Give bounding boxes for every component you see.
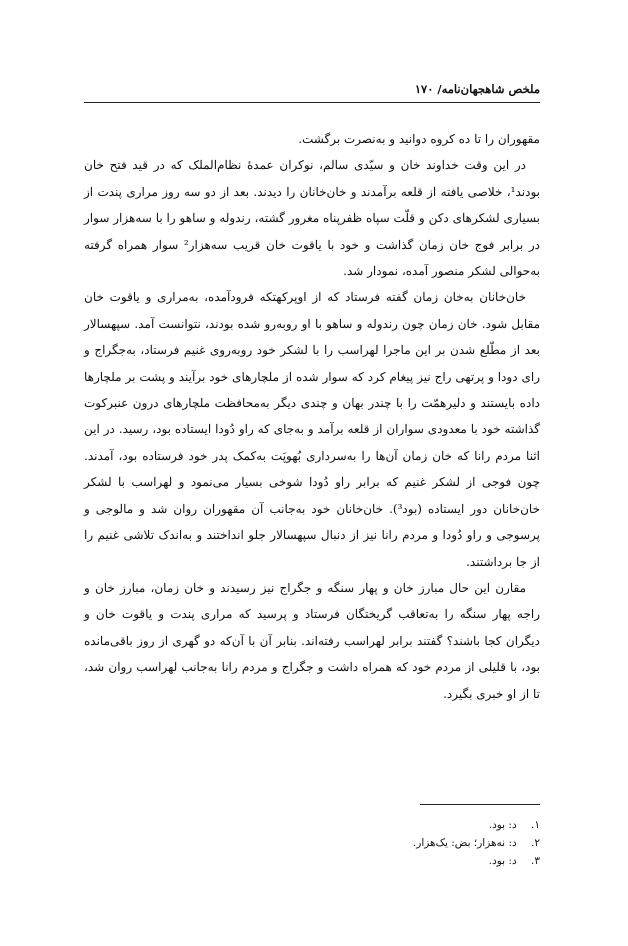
main-text [84,126,540,707]
footnote [300,816,540,834]
paragraph: خان‌خانان به‌خان زمان گفته فرستاد که از اوپرکهتکه فرودآمده، به‌مراری و یاقوت خان مقابل شود. خان زمان چون رندوله و ساهو با او روبه‌رو شده بودند، نتوانست آمد. سپهسالار بعد از مطّلع شدن بر این ماجرا لهراسب را با لشکر خود روبه‌روی غنیم فرستاد، به‌جگراج و رای دودا و پرتهی راج نیز پیغام کرد که سوار شده از ملچارهای خود برآیند و پشت بر ملچارها داده بایستند و دلیرهمّت را با چندر بهان و چندی دیگر به‌محافظت ملچارهای درون عنبرکوت گذاشته خود با معدودی سواران از قلعه برآمد و به‌جای که راو دُودا ایستاده بود، رسید. در این اثنا مردم رانا که خان زمان آن‌ها را به‌سرداری بُهوپَت به‌کمک پدر خود فرستاده بود، آمدند. چون فوجی از لشکر غنیم که برابر راو دُودا شوخی بسیار می‌نمود و لهراسب با لشکر خان‌خانان دور ایستاده (بود³). خان‌خانان خود به‌جانب آن مقهوران روان شد و مالوجی و پرسوجی و راو دُودا و مردم رانا نیز از دنبال سپهسالار جلو انداختند و به‌اندک تلاشی غنیم را از جا برداشتند. [84,290,540,569]
footnotes [300,816,540,870]
footnote-number: ۲. [531,837,540,849]
footnote-text: د: بود. [488,855,517,867]
footnote-number: ۳. [531,855,540,867]
footnote [300,852,540,870]
footnote-text: د: نه‌هزار؛ بض: یک‌هزار. [412,837,517,849]
footnote-number: ۱. [531,819,540,831]
paragraph: مقهوران را تا ده کروه دوانید و به‌نصرت برگشت. [298,132,540,146]
footnote [300,834,540,852]
paragraph: مقارن این حال مبارز خان و پهار سنگه و جگراج نیز رسیدند و خان زمان، مبارز خان و راجه پهار سنگه را به‌تعاقب گریختگان فرستاد و پرسید که مراری پندت و یاقوت خان و دیگران کجا باشند؟ گفتند برابر لهراسب رفته‌اند. بنابر آن با آن‌که دو گهری از روز باقی‌مانده بود، با قلیلی از مردم خود که همراه داشت و جگراج و مردم رانا به‌جانب لهراسب روان شد، تا از او خبری بگیرد. [84,580,540,701]
footnote-text: د: بود. [488,819,517,831]
footnote-divider [420,804,540,805]
running-header: ملخص شاهجهان‌نامه/ ۱۷۰ [84,82,540,103]
paragraph: در این وقت خداوند خان و سیّدی سالم، نوکران عمدۀ نظام‌الملک که در قید فتح خان بودند¹، خلاصی یافته از قلعه برآمدند و خان‌خانان را دیدند. بعد از دو سه روز مراری پندت از بسیاری لشکرهای دکن و قلّت سپاه ظفرپناه مغرور گشته، رندوله و ساهو را با سه‌هزار سوار در برابر فوج خان زمان گذاشت و خود با یاقوت خان قریب سه‌هزار² سوار همراه گرفته به‌حوالی لشکر منصور آمده، نمودار شد. [84,158,540,279]
